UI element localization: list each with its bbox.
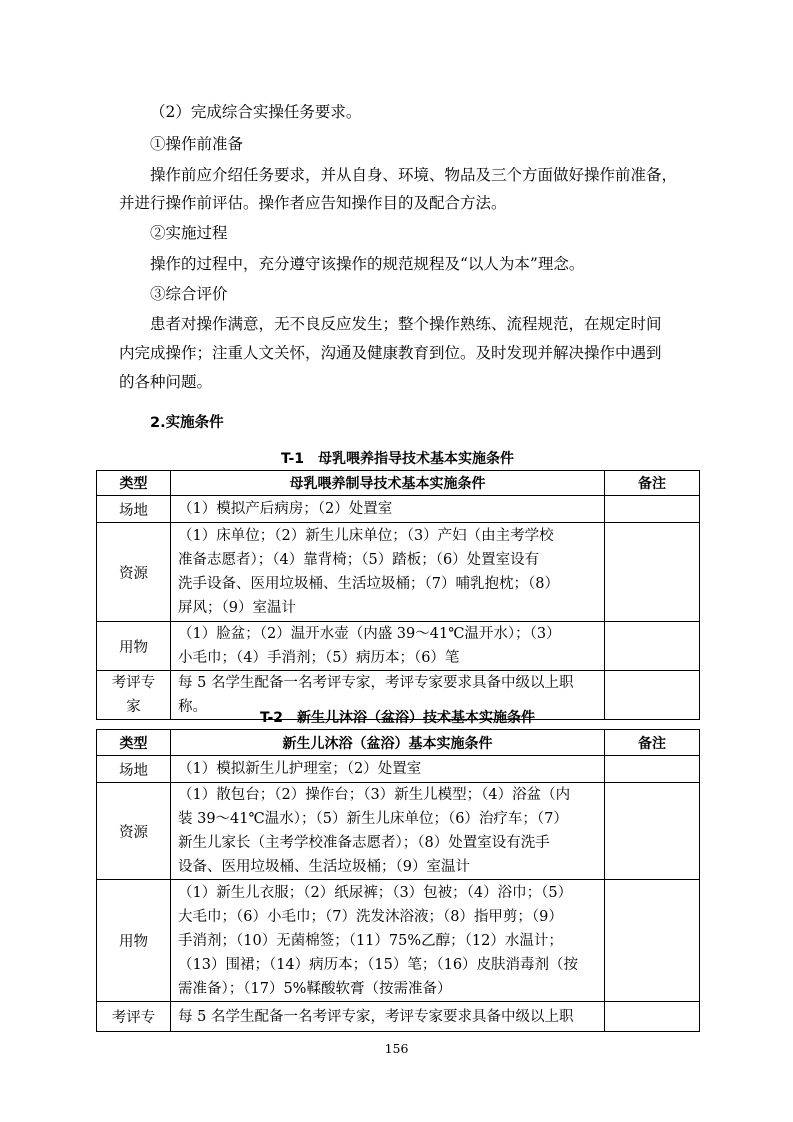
paragraph-line: 的各种问题。 bbox=[119, 373, 213, 391]
header-type: 类型 bbox=[97, 471, 171, 496]
content-line: 屏风；（9）室温计 bbox=[178, 600, 296, 616]
row-content bbox=[171, 523, 605, 622]
header-notes: 备注 bbox=[605, 730, 700, 756]
row-content bbox=[171, 880, 605, 1002]
subsection-title-process: ②实施过程 bbox=[150, 224, 228, 242]
table-row bbox=[97, 523, 700, 622]
paragraph-line: 操作前应介绍任务要求，并从自身、环境、物品及三个方面做好操作前准备， bbox=[150, 166, 678, 184]
step-requirement-line: （2）完成综合实操任务要求。 bbox=[150, 103, 362, 121]
table-caption: T-1 母乳喂养指导技术基本实施条件 bbox=[280, 451, 515, 467]
table-row bbox=[97, 622, 700, 671]
row-type: 资源 bbox=[97, 523, 171, 622]
row-note bbox=[605, 1002, 700, 1032]
header-conditions: 母乳喂养制导技术基本实施条件 bbox=[171, 471, 605, 496]
paragraph-line: 操作的过程中，充分遵守该操作的规范规程及“以人为本”理念。 bbox=[150, 255, 585, 273]
conditions-table-2 bbox=[96, 729, 700, 1032]
content-line: （1）散包台；（2）操作台；（3）新生儿模型；（4）浴盆（内 bbox=[178, 787, 571, 803]
table-row bbox=[97, 783, 700, 880]
content-line: （1）模拟产后病房；（2）处置室 bbox=[178, 501, 393, 517]
row-note bbox=[605, 756, 700, 783]
content-line: （1）模拟新生儿护理室；（2）处置室 bbox=[178, 761, 422, 777]
row-note bbox=[605, 622, 700, 671]
row-note bbox=[605, 496, 700, 523]
row-content bbox=[171, 622, 605, 671]
content-line: 称。 bbox=[178, 699, 207, 715]
section-heading: 2.实施条件 bbox=[150, 415, 224, 431]
conditions-table-1 bbox=[96, 470, 700, 720]
content-line: 小毛巾；（4）手消剂；（5）病历本；（6）笔 bbox=[178, 650, 460, 666]
content-line: 每 5 名学生配备一名考评专家，考评专家要求具备中级以上职 bbox=[178, 675, 574, 691]
header-type: 类型 bbox=[97, 730, 171, 756]
content-line: （13）围裙；（14）病历本；（15）笔；（16）皮肤消毒剂（按 bbox=[178, 956, 579, 973]
content-line: 准备志愿者）；（4）靠背椅；（5）踏板；（6）处置室设有 bbox=[178, 552, 540, 568]
row-note bbox=[605, 523, 700, 622]
type-line: 家 bbox=[126, 699, 141, 715]
row-type: 资源 bbox=[97, 783, 171, 880]
row-content bbox=[171, 783, 605, 880]
content-line: 每 5 名学生配备一名考评专家，考评专家要求具备中级以上职 bbox=[178, 1008, 574, 1025]
row-content bbox=[171, 756, 605, 783]
table-header-row bbox=[97, 471, 700, 496]
content-line: 需准备）；（17）5%鞣酸软膏（按需准备） bbox=[178, 980, 452, 997]
row-content bbox=[171, 1002, 605, 1032]
content-line: 大毛巾；（6）小毛巾；（7）洗发沐浴液；（8）指甲剪；（9） bbox=[178, 908, 563, 925]
row-type: 用物 bbox=[97, 622, 171, 671]
header-conditions: 新生儿沐浴（盆浴）基本实施条件 bbox=[171, 730, 605, 756]
table-caption: T-2 新生儿沐浴（盆浴）技术基本实施条件 bbox=[259, 710, 536, 726]
content-line: （1）床单位；（2）新生儿床单位；（3）产妇（由主考学校 bbox=[178, 528, 554, 544]
subsection-title-evaluation: ③综合评价 bbox=[150, 285, 228, 303]
content-line: 洗手设备、医用垃圾桶、生活垃圾桶；（7）哺乳抱枕；（8） bbox=[178, 576, 559, 592]
paragraph-line: 内完成操作；注重人文关怀，沟通及健康教育到位。及时发现并解决操作中遇到 bbox=[119, 344, 662, 362]
row-content bbox=[171, 496, 605, 523]
content-line: 手消剂；（10）无菌棉签；（11）75%乙醇；（12）水温计； bbox=[178, 932, 563, 949]
subsection-title-preparation: ①操作前准备 bbox=[150, 135, 244, 153]
table-row bbox=[97, 880, 700, 1002]
row-type: 用物 bbox=[97, 880, 171, 1002]
table-row bbox=[97, 756, 700, 783]
paragraph-line: 并进行操作前评估。操作者应告知操作目的及配合方法。 bbox=[119, 194, 507, 212]
content-line: 装 39～41℃温水）；（5）新生儿床单位；（6）治疗车；（7） bbox=[178, 811, 568, 827]
page-number: 156 bbox=[384, 1041, 409, 1056]
header-notes: 备注 bbox=[605, 471, 700, 496]
content-line: 新生儿家长（主考学校准备志愿者）；（8）处置室设有洗手 bbox=[178, 835, 550, 851]
content-line: （1）脸盆；（2）温开水壶（内盛 39～41℃温开水）；（3） bbox=[178, 626, 561, 642]
type-line: 考评专 bbox=[111, 675, 156, 691]
table-row bbox=[97, 496, 700, 523]
row-type: 考评专 bbox=[97, 1002, 171, 1032]
table-row bbox=[97, 1002, 700, 1032]
content-line: 设备、医用垃圾桶、生活垃圾桶；（9）室温计 bbox=[178, 859, 470, 875]
content-line: （1）新生儿衣服；（2）纸尿裤；（3）包被；（4）浴巾；（5） bbox=[178, 884, 573, 901]
row-type: 场地 bbox=[97, 496, 171, 523]
table-header-row bbox=[97, 730, 700, 756]
row-type: 场地 bbox=[97, 756, 171, 783]
row-note bbox=[605, 783, 700, 880]
paragraph-line: 患者对操作满意，无不良反应发生；整个操作熟练、流程规范，在规定时间 bbox=[150, 315, 662, 333]
row-note bbox=[605, 880, 700, 1002]
